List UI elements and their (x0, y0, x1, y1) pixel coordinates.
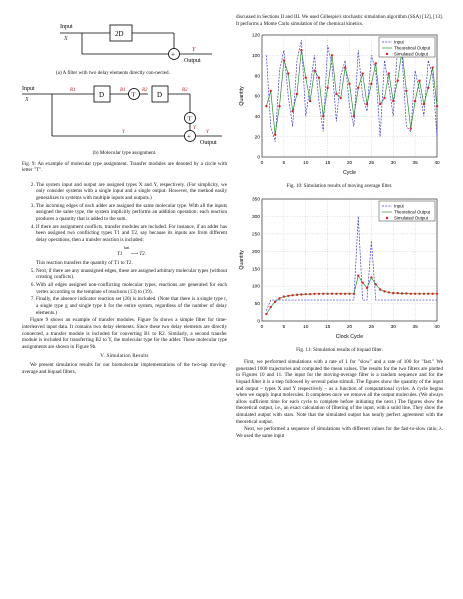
paragraph: We present simulation results for our biomolecular implementations of the two-tap moving-average and biquad filters, (22, 362, 227, 375)
simulated-point (309, 293, 311, 295)
simulated-point (340, 97, 342, 99)
simulated-point (296, 294, 298, 296)
transfer-equation: T1 $^{fast}$ ⟶ T2. (117, 245, 146, 258)
simulated-point (375, 283, 377, 285)
fig9b-input-var: X (25, 97, 29, 104)
simulated-point (379, 289, 381, 291)
simulated-point (357, 275, 359, 277)
x-tick-label: 10 (303, 161, 309, 167)
fig9b-r1: R1 (70, 88, 76, 94)
y-tick-label: 0 (257, 155, 260, 161)
fig9b-r2: R2 (142, 88, 148, 94)
simulated-point (331, 293, 333, 295)
figure-9b-diagram (22, 82, 227, 152)
list-item: 2. The system input and output are assigned types X and Y, respectively. (For simplicity, we only consider systems with a single input and a single output. However, the method easily generalizes to systems with multiple inputs and outputs.) (36, 182, 227, 202)
figure-9a (22, 14, 227, 76)
fig9b-b2: B2 (182, 88, 188, 94)
simulated-point (348, 293, 350, 295)
y-tick-label: 20 (254, 135, 260, 141)
fig11-caption: Fig. 11: Simulation results of biquad filter. (296, 346, 383, 353)
simulated-point (287, 295, 289, 297)
fig9b-t2: T (187, 115, 192, 123)
x-tick-label: 15 (324, 161, 331, 167)
y-tick-label: 50 (254, 302, 260, 308)
list-item (36, 224, 227, 267)
x-tick-label: 35 (412, 325, 418, 331)
simulated-point (335, 293, 337, 295)
simulated-point (313, 293, 315, 295)
fig9a-output-label: Output (184, 58, 201, 64)
simulated-point (344, 67, 346, 69)
fig9b-b1: B1 (120, 88, 126, 94)
simulated-point (388, 73, 390, 75)
simulated-point (305, 77, 307, 79)
list-item: 7. Finally, the absence indicator reaction set (20) is included. (Note that there is a single type r, a single type g and single type b for the entire system, regardless of the number of delay elements.) (36, 296, 227, 316)
fig10-caption: Fig. 10: Simulation results of moving average filter. (286, 182, 393, 189)
simulated-point (401, 292, 403, 294)
x-axis-label: Cycle (343, 170, 356, 177)
x-tick-label: 5 (282, 325, 286, 331)
fig9a-input-var: X (64, 36, 68, 42)
y-tick-label: 80 (254, 74, 260, 80)
x-tick-label: 20 (346, 161, 353, 167)
simulated-point (348, 83, 350, 85)
x-tick-label: 40 (434, 161, 440, 167)
simulated-point (318, 77, 320, 79)
x-tick-label: 0 (260, 325, 264, 331)
simulated-point (427, 87, 429, 89)
simulated-point (436, 293, 438, 295)
simulated-point (396, 80, 398, 82)
fig9b-output-label: Output (200, 140, 217, 147)
fig9b-y-right: Y (193, 126, 196, 132)
simulated-point (392, 100, 394, 102)
simulated-point (414, 100, 416, 102)
legend-label: Theoretical Output (394, 45, 431, 51)
legend-label: Theoretical Output (394, 209, 431, 215)
eq-lhs: T1 (117, 251, 123, 258)
simulated-point (423, 293, 425, 295)
simulated-point (410, 128, 412, 130)
simulated-point (370, 83, 372, 85)
simulated-point (383, 97, 385, 99)
fig9b-d2: D (157, 91, 163, 100)
simulated-point (436, 105, 438, 107)
simulated-point (265, 105, 267, 107)
y-axis-label: Quantity (239, 250, 245, 270)
x-tick-label: 15 (324, 325, 331, 331)
fig9a-output-var: Y (192, 47, 196, 53)
legend-marker (386, 217, 388, 219)
list-item: 3. The incoming edges of each adder are assigned the same molecular type. With all the inputs assigned the same type, the system implicitly performs an addition operation: each reaction produces a quantity that is added to the sum. (36, 203, 227, 223)
figure-11-chart (236, 193, 443, 346)
fig9b-caption: (b) Molecular type assignment. (92, 150, 157, 157)
x-axis-label: Clock Cycle (335, 334, 364, 341)
simulated-point (410, 293, 412, 295)
x-tick-label: 40 (434, 325, 440, 331)
list-item: 5. Next, if there are any unassigned edges, these are assigned arbitrary molecular types (without creating conflicts). (36, 268, 227, 281)
y-tick-label: 40 (254, 115, 260, 121)
simulated-point (396, 292, 398, 294)
simulated-point (283, 296, 285, 298)
simulated-point (274, 301, 276, 303)
simulated-point (405, 292, 407, 294)
simulated-point (340, 293, 342, 295)
simulated-point (274, 134, 276, 136)
fig9b-y-out: Y (206, 130, 209, 136)
simulated-point (353, 293, 355, 295)
simulated-point (331, 54, 333, 56)
biquad-chart (236, 193, 443, 343)
figure-9b (22, 82, 227, 156)
x-tick-label: 30 (390, 161, 396, 167)
y-tick-label: 120 (251, 33, 260, 39)
paragraph: discussed in Sections II and III. We used Gillespie's stochastic simulation algorithm (SSA) [12], [13]. It performs a Monte Carlo simulation of the chemical kinetics. (236, 14, 443, 27)
simulated-point (414, 293, 416, 295)
simulated-point (305, 293, 307, 295)
simulated-point (366, 287, 368, 289)
simulated-point (375, 62, 377, 64)
simulated-point (427, 293, 429, 295)
moving-average-chart (236, 29, 443, 179)
x-tick-label: 0 (260, 161, 264, 167)
simulated-point (344, 293, 346, 295)
paragraph: First, we performed simulations with a rate of 1 for "slow" and a rate of 100 for "fast." We generated 1000 trajectories and computed the mean values. The results for the two filters are plotted in Figures 10 and 11. The input for the moving-average filter is a random sequence and for the biquad filter it is a step followed by several pulse stimuli. The figures show the quantity of the input and output – types X and Y respectively – as a function of computational cycles. A cycle begins when we supply input molecules. It completes once we remove all the output molecules. (We always allow sufficient time for each cycle to complete before initiating the next.) The figures show the theoretical output, i.e., an exact calculation of filtering of the input, with a solid line. They show the simulated output with stars. Note that the simulated output has nearly perfect agreement with the theoretical output. (236, 359, 443, 425)
x-tick-label: 5 (282, 161, 286, 167)
simulated-point (326, 87, 328, 89)
eq-rate: fast (123, 245, 130, 251)
simulated-point (287, 73, 289, 75)
left-column (22, 14, 227, 376)
simulated-point (405, 90, 407, 92)
simulated-point (335, 93, 337, 95)
fig9b-plus: + (187, 132, 191, 141)
simulated-point (431, 67, 433, 69)
simulated-point (383, 290, 385, 292)
y-tick-label: 150 (251, 267, 260, 273)
fig9a-input-label: Input (60, 24, 73, 30)
x-tick-label: 25 (368, 325, 375, 331)
simulated-point (361, 282, 363, 284)
list-item: 6. With all edges assigned non-conflicting molecular types, reactions are generated for each vertex according to the template of reactions (13) to (19). (36, 282, 227, 295)
y-tick-label: 300 (251, 215, 260, 221)
eq-note: This reaction transfers the quantity of T1 to T2. (36, 259, 133, 266)
simulated-point (318, 293, 320, 295)
y-tick-label: 0 (257, 319, 260, 325)
y-tick-label: 100 (251, 284, 260, 290)
figure-9a-diagram (22, 14, 227, 76)
simulated-point (291, 110, 293, 112)
x-tick-label: 35 (412, 161, 418, 167)
y-axis-label: Quantity (239, 86, 245, 106)
y-tick-label: 200 (251, 250, 260, 256)
legend-marker (386, 53, 388, 55)
figure-10-chart (236, 29, 443, 182)
x-tick-label: 25 (368, 161, 375, 167)
y-tick-label: 250 (251, 232, 260, 238)
simulated-point (370, 276, 372, 278)
y-tick-label: 100 (251, 54, 260, 60)
fig9a-caption: (a) A filter with two delay elements directly con-nected. (56, 70, 170, 76)
right-column (236, 14, 443, 440)
section-heading: V. Simulation Results (100, 353, 149, 360)
simulated-point (265, 313, 267, 315)
simulated-point (322, 293, 324, 295)
legend-label: Simulated Output (394, 215, 428, 221)
simulated-point (418, 293, 420, 295)
simulated-point (278, 105, 280, 107)
legend-label: Input (394, 39, 404, 45)
simulated-point (300, 49, 302, 51)
fig9b-d1: D (99, 91, 105, 100)
simulated-point (418, 80, 420, 82)
fig9b-y-bottom: Y (122, 130, 125, 136)
simulated-point (313, 70, 315, 72)
x-tick-label: 30 (390, 325, 396, 331)
fig9b-input-label: Input (22, 86, 35, 93)
simulated-point (357, 87, 359, 89)
y-tick-label: 350 (251, 197, 260, 203)
simulated-point (388, 291, 390, 293)
simulated-point (300, 293, 302, 295)
paragraph: Figure 9 shows an example of transfer modules. Figure 9a shows a simple filter for time-interleaved input data. It contains two delay elements. Since these two delay elements are directly connected, a transfer module is included for converting B1 to R2. Similarly, a second transfer module is included for transferring B2 to Y, the molecular type for the adder. These molecular type assignments are shown in Figure 9b. (22, 317, 227, 350)
legend-label: Simulated Output (394, 51, 428, 57)
list-item-text: If there are assignment conflicts, transfer modules are included. For instance, if an adder has been assigned two conflicting types T1 and T2, say because its inputs are from different delay operations, then a transfer reaction is included: (36, 223, 227, 243)
fig9-caption: Fig. 9: An example of molecular type assignment. Transfer modules are denoted by a circle with letter "T". (22, 160, 227, 174)
simulated-point (278, 297, 280, 299)
fig9b-t1: T (131, 91, 136, 99)
simulated-point (379, 103, 381, 105)
simulated-point (353, 115, 355, 117)
simulated-point (270, 90, 272, 92)
simulated-point (283, 59, 285, 61)
assignment-steps-list (22, 182, 227, 317)
simulated-point (361, 73, 363, 75)
simulated-point (431, 293, 433, 295)
simulated-point (291, 294, 293, 296)
simulated-point (296, 93, 298, 95)
x-tick-label: 20 (346, 325, 353, 331)
simulated-point (270, 306, 272, 308)
paragraph: Next, we performed a sequence of simulations with different values for the fast-to-slow ratio, λ. We used the same input (236, 426, 443, 439)
fig9a-block-label: 2D (115, 30, 124, 38)
simulated-point (322, 115, 324, 117)
simulated-point (423, 103, 425, 105)
x-tick-label: 10 (303, 325, 309, 331)
simulated-point (309, 100, 311, 102)
eq-rhs: T2. (139, 251, 146, 258)
simulated-point (392, 292, 394, 294)
simulated-point (326, 293, 328, 295)
fig9a-plus: + (171, 50, 175, 59)
legend-label: Input (394, 203, 404, 209)
simulated-point (366, 103, 368, 105)
y-tick-label: 60 (254, 94, 260, 100)
